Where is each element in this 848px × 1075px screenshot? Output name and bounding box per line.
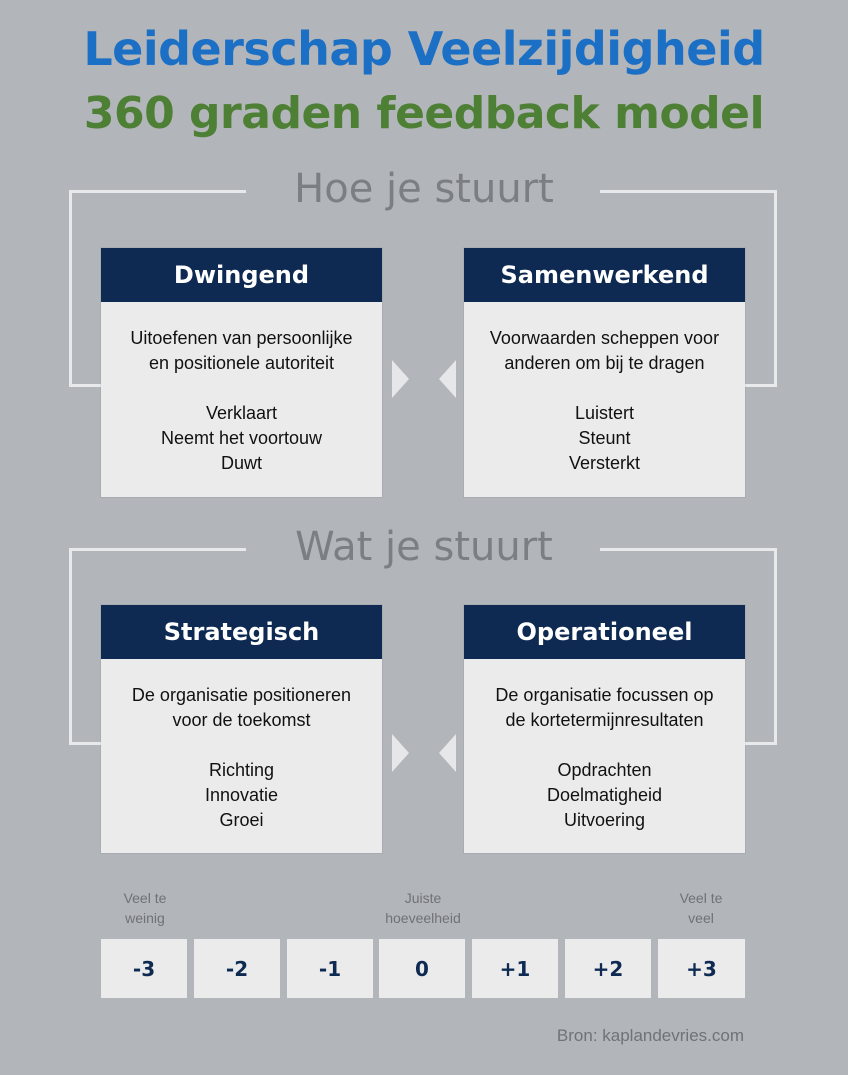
bracket-line — [774, 548, 777, 745]
scale-label-line: veel — [688, 910, 714, 926]
scale-value-plus-3: +3 — [658, 939, 745, 998]
card-title: Strategisch — [101, 605, 382, 659]
card-item: Steunt — [578, 428, 631, 448]
section-heading: Hoe je stuurt — [294, 166, 554, 212]
bracket-line — [69, 548, 72, 745]
scale-label-line: weinig — [125, 910, 165, 926]
bracket-line — [69, 384, 101, 387]
description-line: De organisatie positioneren — [131, 685, 352, 705]
bracket-line — [745, 742, 777, 745]
bracket-line — [774, 190, 777, 387]
card-body — [101, 302, 382, 476]
description-line: en positionele autoriteit — [148, 353, 335, 373]
scale-value-plus-1: +1 — [472, 939, 558, 998]
card-item: Duwt — [220, 453, 262, 473]
card-item: Uitvoering — [563, 810, 646, 830]
description-line: voor de toekomst — [172, 710, 311, 730]
card-description — [464, 326, 745, 376]
scale-value-minus-1: -1 — [287, 939, 373, 998]
scale-label-line: Veel te — [679, 890, 723, 906]
description-line: De organisatie focussen op — [495, 685, 714, 705]
card-item: Groei — [219, 810, 264, 830]
scale-label-right — [660, 888, 742, 928]
scale-value-minus-2: -2 — [194, 939, 280, 998]
arrow-right-icon — [392, 360, 409, 398]
scale-value-plus-2: +2 — [565, 939, 651, 998]
arrow-left-icon — [439, 360, 456, 398]
card-item: Opdrachten — [557, 760, 652, 780]
bracket-line — [745, 384, 777, 387]
scale-value-minus-3: -3 — [101, 939, 187, 998]
card-body — [464, 302, 745, 476]
arrow-left-icon — [439, 734, 456, 772]
description-line: Voorwaarden scheppen voor — [489, 328, 720, 348]
main-title: Leiderschap Veelzijdigheid — [83, 22, 765, 76]
scale-label-center — [363, 888, 483, 928]
scale-label-line: hoeveelheid — [385, 910, 461, 926]
card-description — [101, 683, 382, 733]
bracket-line — [69, 742, 101, 745]
card-body — [101, 659, 382, 833]
card-title: Dwingend — [101, 248, 382, 302]
card-item: Luistert — [574, 403, 635, 423]
card-operationeel — [464, 605, 745, 853]
card-item: Versterkt — [568, 453, 641, 473]
scale-value-zero: 0 — [379, 939, 465, 998]
card-item: Doelmatigheid — [546, 785, 663, 805]
scale-label-line: Veel te — [123, 890, 167, 906]
card-title: Operationeel — [464, 605, 745, 659]
card-body — [464, 659, 745, 833]
bracket-line — [69, 190, 72, 387]
card-title: Samenwerkend — [464, 248, 745, 302]
card-dwingend — [101, 248, 382, 497]
card-item: Richting — [208, 760, 275, 780]
card-item: Verklaart — [205, 403, 278, 423]
section-heading: Wat je stuurt — [295, 524, 553, 570]
card-strategisch — [101, 605, 382, 853]
card-item: Neemt het voortouw — [160, 428, 323, 448]
card-samenwerkend — [464, 248, 745, 497]
description-line: Uitoefenen van persoonlijke — [130, 328, 353, 348]
arrow-right-icon — [392, 734, 409, 772]
source-credit: Bron: kaplandevries.com — [556, 1026, 744, 1045]
scale-label-left — [104, 888, 186, 928]
subtitle: 360 graden feedback model — [83, 88, 765, 139]
description-line: anderen om bij te dragen — [504, 353, 705, 373]
card-item: Innovatie — [204, 785, 279, 805]
description-line: de kortetermijnresultaten — [505, 710, 704, 730]
card-description — [101, 326, 382, 376]
card-description — [464, 683, 745, 733]
scale-label-line: Juiste — [404, 890, 442, 906]
